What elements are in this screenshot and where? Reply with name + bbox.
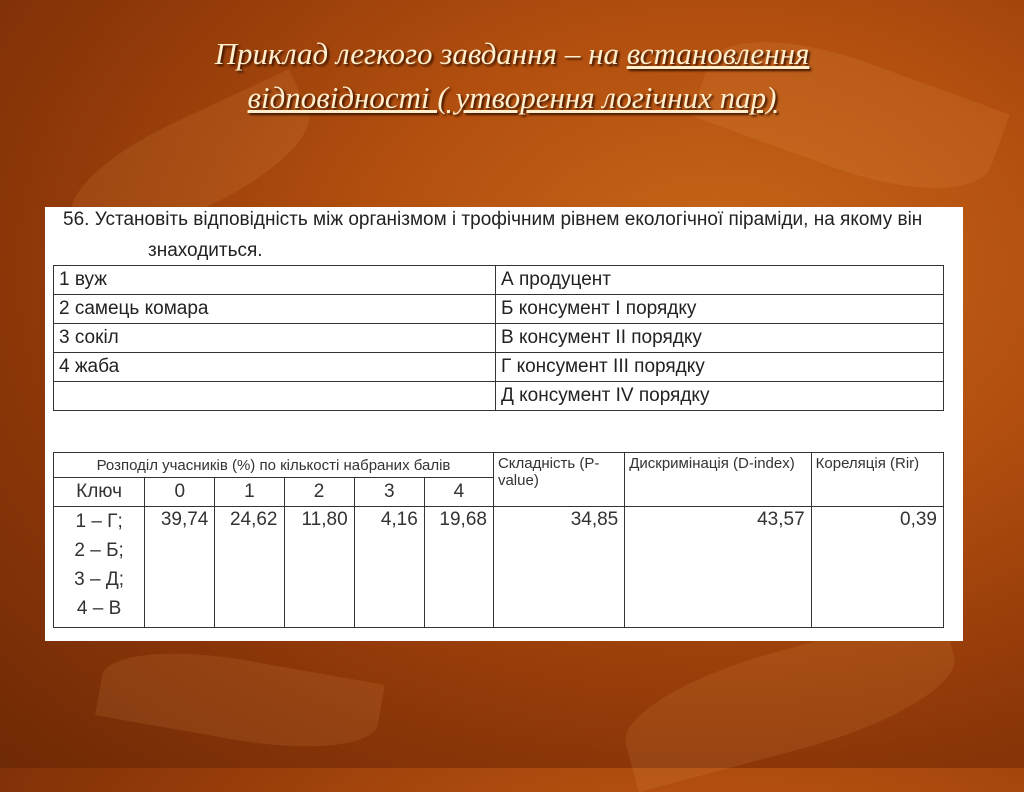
score-header: 3: [354, 478, 424, 507]
level-cell: А продуцент: [496, 266, 944, 295]
slide-title: [40, 32, 984, 120]
table-row: [54, 353, 944, 382]
percentage-cell: 24,62: [215, 507, 284, 628]
score-header: 0: [145, 478, 215, 507]
key-header: Ключ: [54, 478, 145, 507]
table-row: [54, 507, 944, 628]
correlation-value: 0,39: [811, 507, 943, 628]
difficulty-header: Складність (P-value): [493, 453, 624, 507]
key-line: 1 – Г;: [75, 511, 123, 532]
score-header: 2: [284, 478, 354, 507]
percentage-cell: 4,16: [354, 507, 424, 628]
table-row: [54, 453, 944, 478]
answer-key-cell: [54, 507, 145, 628]
key-line: 2 – Б;: [74, 540, 124, 561]
level-cell: В консумент ІІ порядку: [496, 324, 944, 353]
percentage-cell: 39,74: [145, 507, 215, 628]
organism-cell: 4 жаба: [54, 353, 496, 382]
title-underlined-text-2: відповідності ( утворення логічних пар): [247, 80, 777, 115]
level-cell: Г консумент ІІІ порядку: [496, 353, 944, 382]
question-text-cont: знаходиться.: [148, 240, 263, 261]
key-line: 4 – В: [76, 598, 122, 619]
discrimination-value: 43,57: [625, 507, 811, 628]
table-row: [54, 324, 944, 353]
level-cell: Б консумент І порядку: [496, 295, 944, 324]
matching-table: [53, 265, 944, 411]
score-header: 1: [215, 478, 284, 507]
background-leaf: [95, 636, 385, 763]
task-panel: [45, 207, 963, 641]
table-row: [54, 382, 944, 411]
score-header: 4: [424, 478, 493, 507]
level-cell: Д консумент ІV порядку: [496, 382, 944, 411]
discrimination-header: Дискримінація (D-index): [625, 453, 811, 507]
correlation-header: Кореляція (Rir): [811, 453, 943, 507]
statistics-table: [53, 452, 944, 628]
percentage-cell: 19,68: [424, 507, 493, 628]
organism-cell: [54, 382, 496, 411]
difficulty-value: 34,85: [493, 507, 624, 628]
percentage-cell: 11,80: [284, 507, 354, 628]
organism-cell: 1 вуж: [54, 266, 496, 295]
distribution-header: Розподіл учасників (%) по кількості набраних балів: [54, 453, 494, 478]
title-text: Приклад легкого завдання – на: [214, 36, 627, 71]
organism-cell: 3 сокіл: [54, 324, 496, 353]
title-underlined-text: встановлення: [626, 36, 810, 71]
question-text: 56. Установіть відповідність між організмом і трофічним рівнем екологічної піраміди, на якому він: [63, 209, 923, 230]
key-line: 3 – Д;: [74, 569, 125, 590]
table-row: [54, 266, 944, 295]
table-row: [54, 295, 944, 324]
organism-cell: 2 самець комара: [54, 295, 496, 324]
